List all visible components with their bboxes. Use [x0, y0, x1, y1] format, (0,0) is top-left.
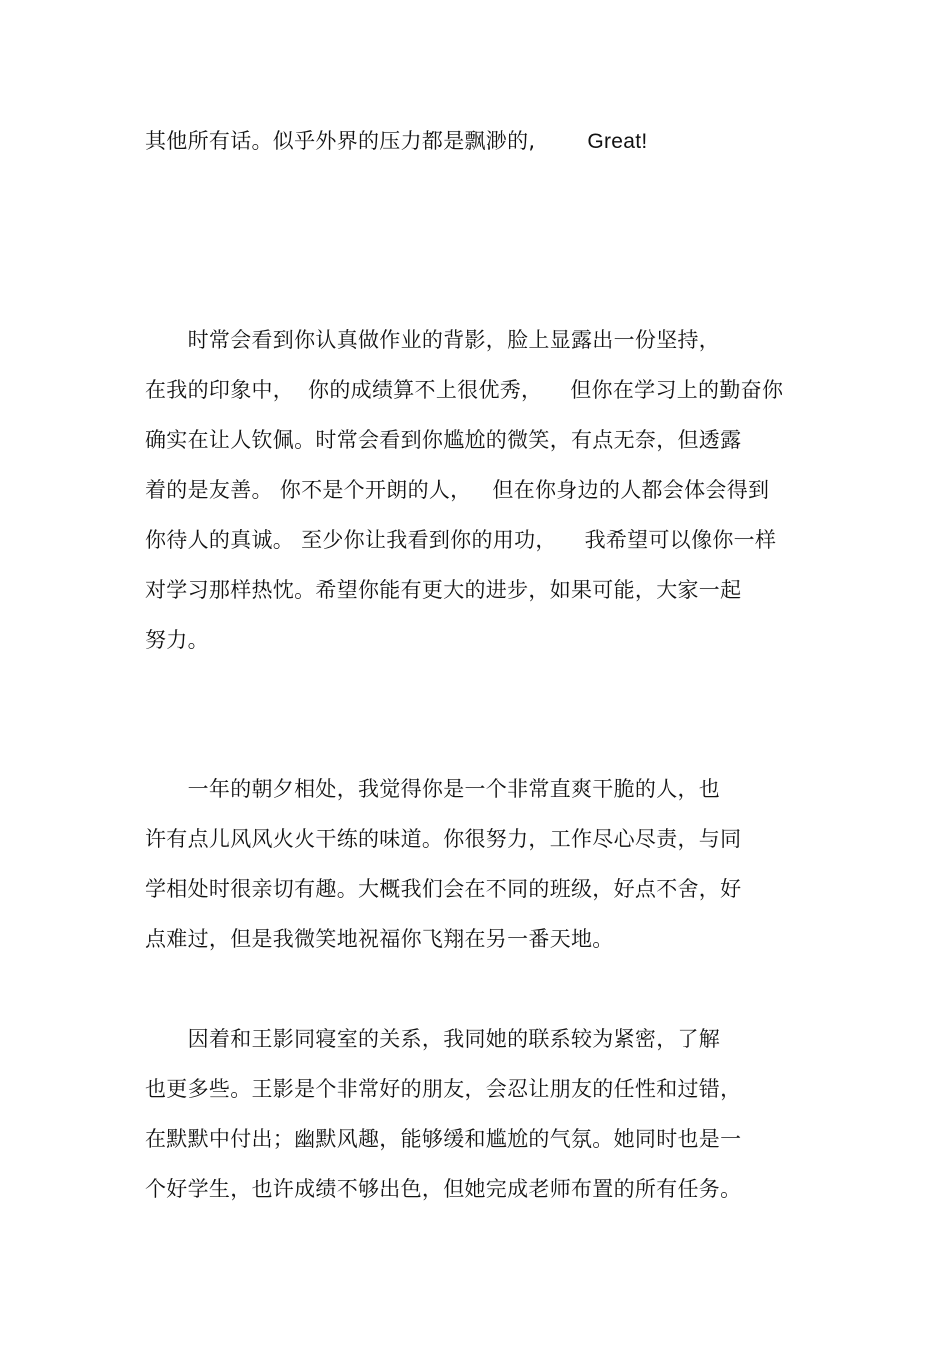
paragraph-2-line: 一年的朝夕相处，我觉得你是一个非常直爽干脆的人，也 [145, 777, 721, 801]
paragraph-3-line: 个好学生，也许成绩不够出色，但她完成老师布置的所有任务。 [145, 1177, 742, 1201]
paragraph-1-line: 对学习那样热忱。希望你能有更大的进步，如果可能，大家一起 [145, 578, 742, 602]
paragraph-2-line: 许有点儿风风火火干练的味道。你很努力，工作尽心尽责，与同 [145, 827, 742, 851]
paragraph-3-line: 也更多些。王影是个非常好的朋友，会忍让朋友的任性和过错， [145, 1077, 742, 1101]
text-line-top [145, 126, 648, 157]
paragraph-2-line: 点难过，但是我微笑地祝福你飞翔在另一番天地。 [145, 927, 614, 951]
paragraph-3-line: 因着和王影同寝室的关系，我同她的联系较为紧密，了解 [145, 1027, 721, 1051]
paragraph-1-line: 在我的印象中， 你的成绩算不上很优秀， 但你在学习上的勤奋你 [145, 378, 784, 402]
paragraph-1-line: 确实在让人钦佩。时常会看到你尴尬的微笑，有点无奈，但透露 [145, 428, 742, 452]
paragraph-1-line: 时常会看到你认真做作业的背影，脸上显露出一份坚持， [145, 328, 721, 352]
paragraph-1-line: 着的是友善。 你不是个开朗的人， 但在你身边的人都会体会得到 [145, 478, 770, 502]
text-line-top-latin: Great! [587, 130, 648, 153]
paragraph-1-line: 你待人的真诚。 至少你让我看到你的用功， 我希望可以像你一样 [145, 528, 777, 552]
paragraph-3-line: 在默默中付出；幽默风趣，能够缓和尴尬的气氛。她同时也是一 [145, 1127, 742, 1151]
paragraph-2-line: 学相处时很亲切有趣。大概我们会在不同的班级，好点不舍，好 [145, 877, 742, 901]
paragraph-1-line: 努力。 [145, 628, 209, 652]
text-line-top-chinese: 其他所有话。似乎外界的压力都是飘渺的, [145, 129, 536, 153]
